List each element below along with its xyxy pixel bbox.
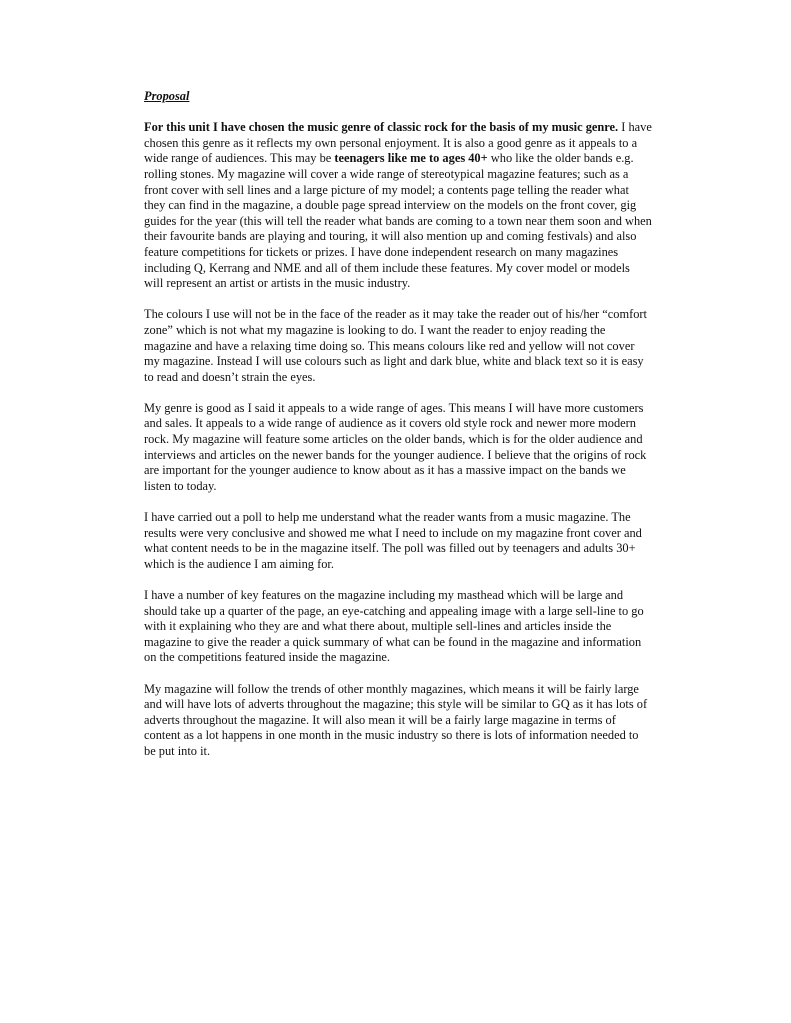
- paragraph-genre: [144, 120, 652, 292]
- paragraph-trends: My magazine will follow the trends of other monthly magazines, which means it will be fairly large and will have lots of adverts throughout the magazine; this style will be similar to GQ as it has lots of adverts throughout the magazine. It will also mean it will be a fairly large magazine in terms of content as a lot happens in one month in the music industry so there is lots of information needed to be put into it.: [144, 681, 648, 758]
- genre-text-b: who like the older bands e.g. rolling stones. My magazine will cover a wide range of stereotypical magazine features; such as a front cover with sell lines and a large picture of my model; a contents page telling the reader what they can find in the magazine, a double page spread interview on the models on the front cover, gig guides for the year (this will tell the reader what bands are coming to a town near them soon and when their favourite bands are playing and touring, it will also mention up and coming festivals) and also feature competitions for tickets or prizes. I have done independent research on many magazines including Q, Kerrang and NME and all of them include these features. My cover model or models will represent an artist or artists in the music industry.: [144, 151, 652, 291]
- genre-intro-bold: For this unit I have chosen the music genre of classic rock for the basis of my music genre.: [144, 120, 619, 135]
- document-body: [144, 89, 652, 775]
- genre-text-a: I have chosen this genre as it reflects my own personal enjoyment. It is also a good genre as it appeals to a wide range of audiences. This may be: [144, 120, 652, 166]
- paragraph-colours: The colours I use will not be in the face of the reader as it may take the reader out of his/her “comfort zone” which is not what my magazine is looking to do. I want the reader to enjoy reading the magazine and have a relaxing time doing so. This means colours like red and yellow will not cover my magazine. Instead I will use colours such as light and dark blue, white and black text so it is easy to read and doesn’t strain the eyes.: [144, 307, 648, 384]
- paragraph-audience: My genre is good as I said it appeals to a wide range of ages. This means I will have more customers and sales. It appeals to a wide range of audience as it covers old style rock and newer more modern rock. My magazine will feature some articles on the older bands, which is for the older audience and interviews and articles on the newer bands for the younger audience. I believe that the origins of rock are important for the younger audience to know about as it has a massive impact on the bands we listen to today.: [144, 400, 647, 493]
- document-title: Proposal: [144, 89, 190, 103]
- paragraph-poll: I have carried out a poll to help me understand what the reader wants from a music magazine. The results were very conclusive and showed me what I need to include on my magazine front cover and what content needs to be in the magazine itself. The poll was filled out by teenagers and adults 30+ which is the audience I am aiming for.: [144, 510, 642, 571]
- paragraph-key-features: I have a number of key features on the magazine including my masthead which will be large and should take up a quarter of the page, an eye-catching and appealing image with a large sell-line to go with it explaining who they are and what there about, multiple sell-lines and articles inside the magazine to give the reader a quick summary of what can be found in the magazine and information on the competitions featured inside the magazine.: [144, 588, 644, 665]
- audience-bold: teenagers like me to ages 40+: [334, 151, 488, 166]
